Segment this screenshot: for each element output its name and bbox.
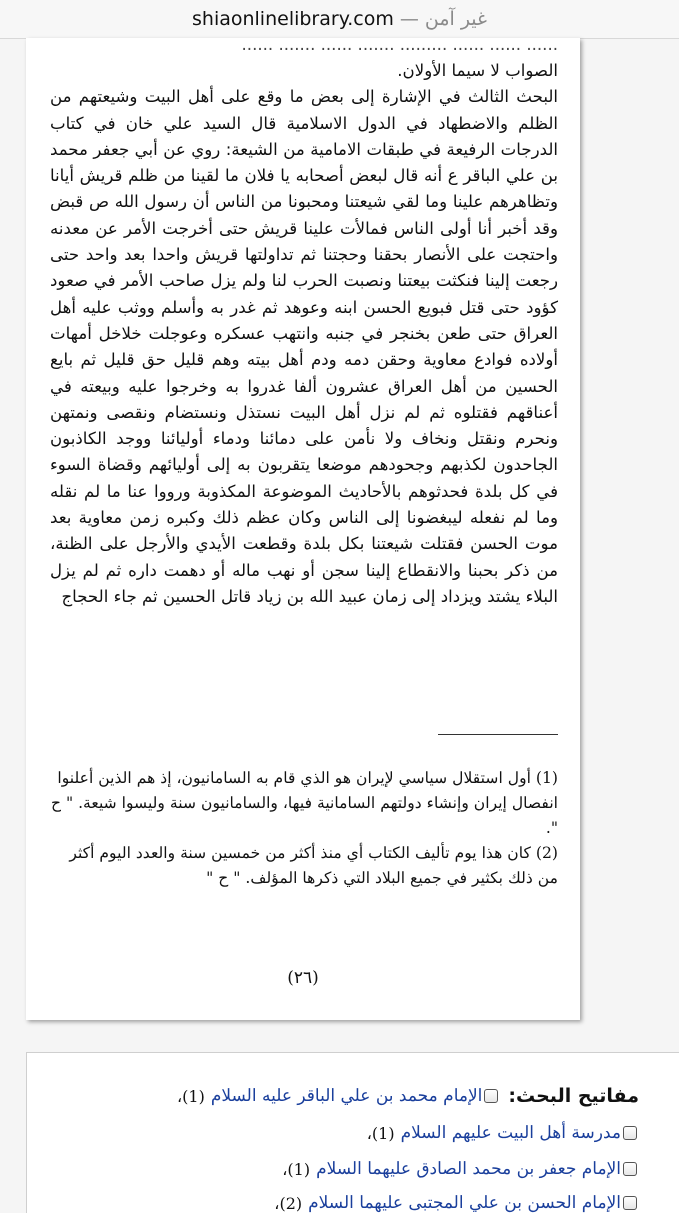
keyword-link[interactable]: الإمام الحسن بن علي المجتبى عليهما السلام [308, 1193, 621, 1213]
book-page [26, 35, 580, 1020]
footnotes [50, 766, 558, 891]
keyword-row-4 [274, 1193, 639, 1213]
footnote-divider [438, 734, 558, 735]
url-separator: — [399, 8, 419, 30]
keyword-count: (2)، [274, 1193, 303, 1213]
keyword-checkbox[interactable] [623, 1126, 637, 1140]
page-number: (٢٦) [287, 968, 319, 988]
security-label: غير آمن [424, 8, 487, 30]
keyword-checkbox[interactable] [623, 1196, 637, 1210]
keyword-link[interactable]: الإمام جعفر بن محمد الصادق عليهما السلام [316, 1159, 621, 1179]
url-host: shiaonlinelibrary.com [192, 8, 394, 30]
keyword-row-2 [367, 1123, 639, 1143]
keyword-checkbox[interactable] [623, 1162, 637, 1176]
paragraph-1: الصواب لا سيما الأولان. [397, 61, 558, 80]
footnote-2: (2) كان هذا يوم تأليف الكتاب أي منذ أكثر من خمسين سنة والعدد اليوم أكثر من ذلك بكثير في جميع البلاد التي ذكرها المؤلف. " ح " [69, 844, 558, 887]
page-text [50, 32, 558, 610]
keyword-count: (1)، [282, 1159, 311, 1179]
keyword-count: (1)، [176, 1086, 205, 1106]
search-keywords-panel [26, 1052, 679, 1213]
keywords-title: مفاتيح البحث: [508, 1085, 639, 1107]
keyword-row-3 [282, 1159, 639, 1179]
keyword-row-1 [177, 1085, 639, 1107]
keyword-link[interactable]: مدرسة أهل البيت عليهم السلام [400, 1123, 621, 1143]
keyword-link[interactable]: الإمام محمد بن علي الباقر عليه السلام [210, 1086, 483, 1106]
paragraph-2: البحث الثالث في الإشارة إلى بعض ما وقع على أهل البيت وشيعتهم من الظلم والاضطهاد في الدول الاسلامية قال السيد علي خان في كتاب الدرجات الرفيعة في طبقات الامامية من الشيعة: روي عن أبي جعفر محمد بن علي الباقر ع أنه قال لبعض أصحابه يا فلان ما لقينا من ظلم قريش أيانا وتظاهرهم علينا وما لقي شيعتنا ومحبونا من الناس أن رسول الله ص قبض وقد أخبر أنا أولى الناس فمالأت علينا قريش حتى أخرجت الأمر عن معدنه واحتجت على الأنصار بحقنا وحجتنا ثم تداولتها قريش واحدا بعد واحد حتى رجعت إلينا فنكثت بيعتنا ونصبت الحرب لنا ولم يزل صاحب الأمر في صعود كؤود حتى قتل فبويع الحسن ابنه وعوهد ثم غدر به وأسلم ووثب عليه أهل العراق حتى طعن بخنجر في جنبه وانتهب عسكره وعوجلت خلاخل أمهات أولاده فوادع معاوية وحقن دمه ودم أهل بيته وهم قليل حق قليل ثم بايع الحسين من أهل العراق عشرون ألفا غدروا به وخرجوا عليه وبيعته في أعناقهم فقتلوه ثم لم نزل أهل البيت نستذل ونستضام ونقصى ونمتهن ونحرم ونقتل ونخاف ولا نأمن على دمائنا ودماء أوليائنا ووجد الكاذبون الجاحدون لكذبهم وجحودهم موضعا يتقربون به إلى أوليائهم وقضاة السوء في كل بلدة فحدثوهم بالأحاديث الموضوعة المكذوبة ورووا عنا ما لم نقله وما لم نفعله ليبغضونا إلى الناس وكان عظم ذلك وكبره زمن معاوية بعد موت الحسن فقتلت شيعتنا بكل بلدة وقطعت الأيدي والأرجل على الظنة، من ذكر بحبنا والانقطاع إلينا سجن أو نهب ماله أو دهمت داره ثم لم يزل البلاء يشتد ويزداد إلى زمان عبيد الله بن زياد قاتل الحسين ثم جاء الحجاج [50, 87, 558, 606]
footnote-1: (1) أول استقلال سياسي لإيران هو الذي قام به السامانيون، إذ هم الذين أعلنوا انفصال إيران وإنشاء دولتهم السامانية فيها، والسامانيون سنة وليسوا شيعة. " ح ". [50, 769, 558, 837]
cut-off-line: ...... ...... ...... ......... ....... ...... ....... ...... [241, 35, 558, 54]
keyword-count: (1)، [366, 1123, 395, 1143]
keyword-checkbox[interactable] [484, 1089, 498, 1103]
